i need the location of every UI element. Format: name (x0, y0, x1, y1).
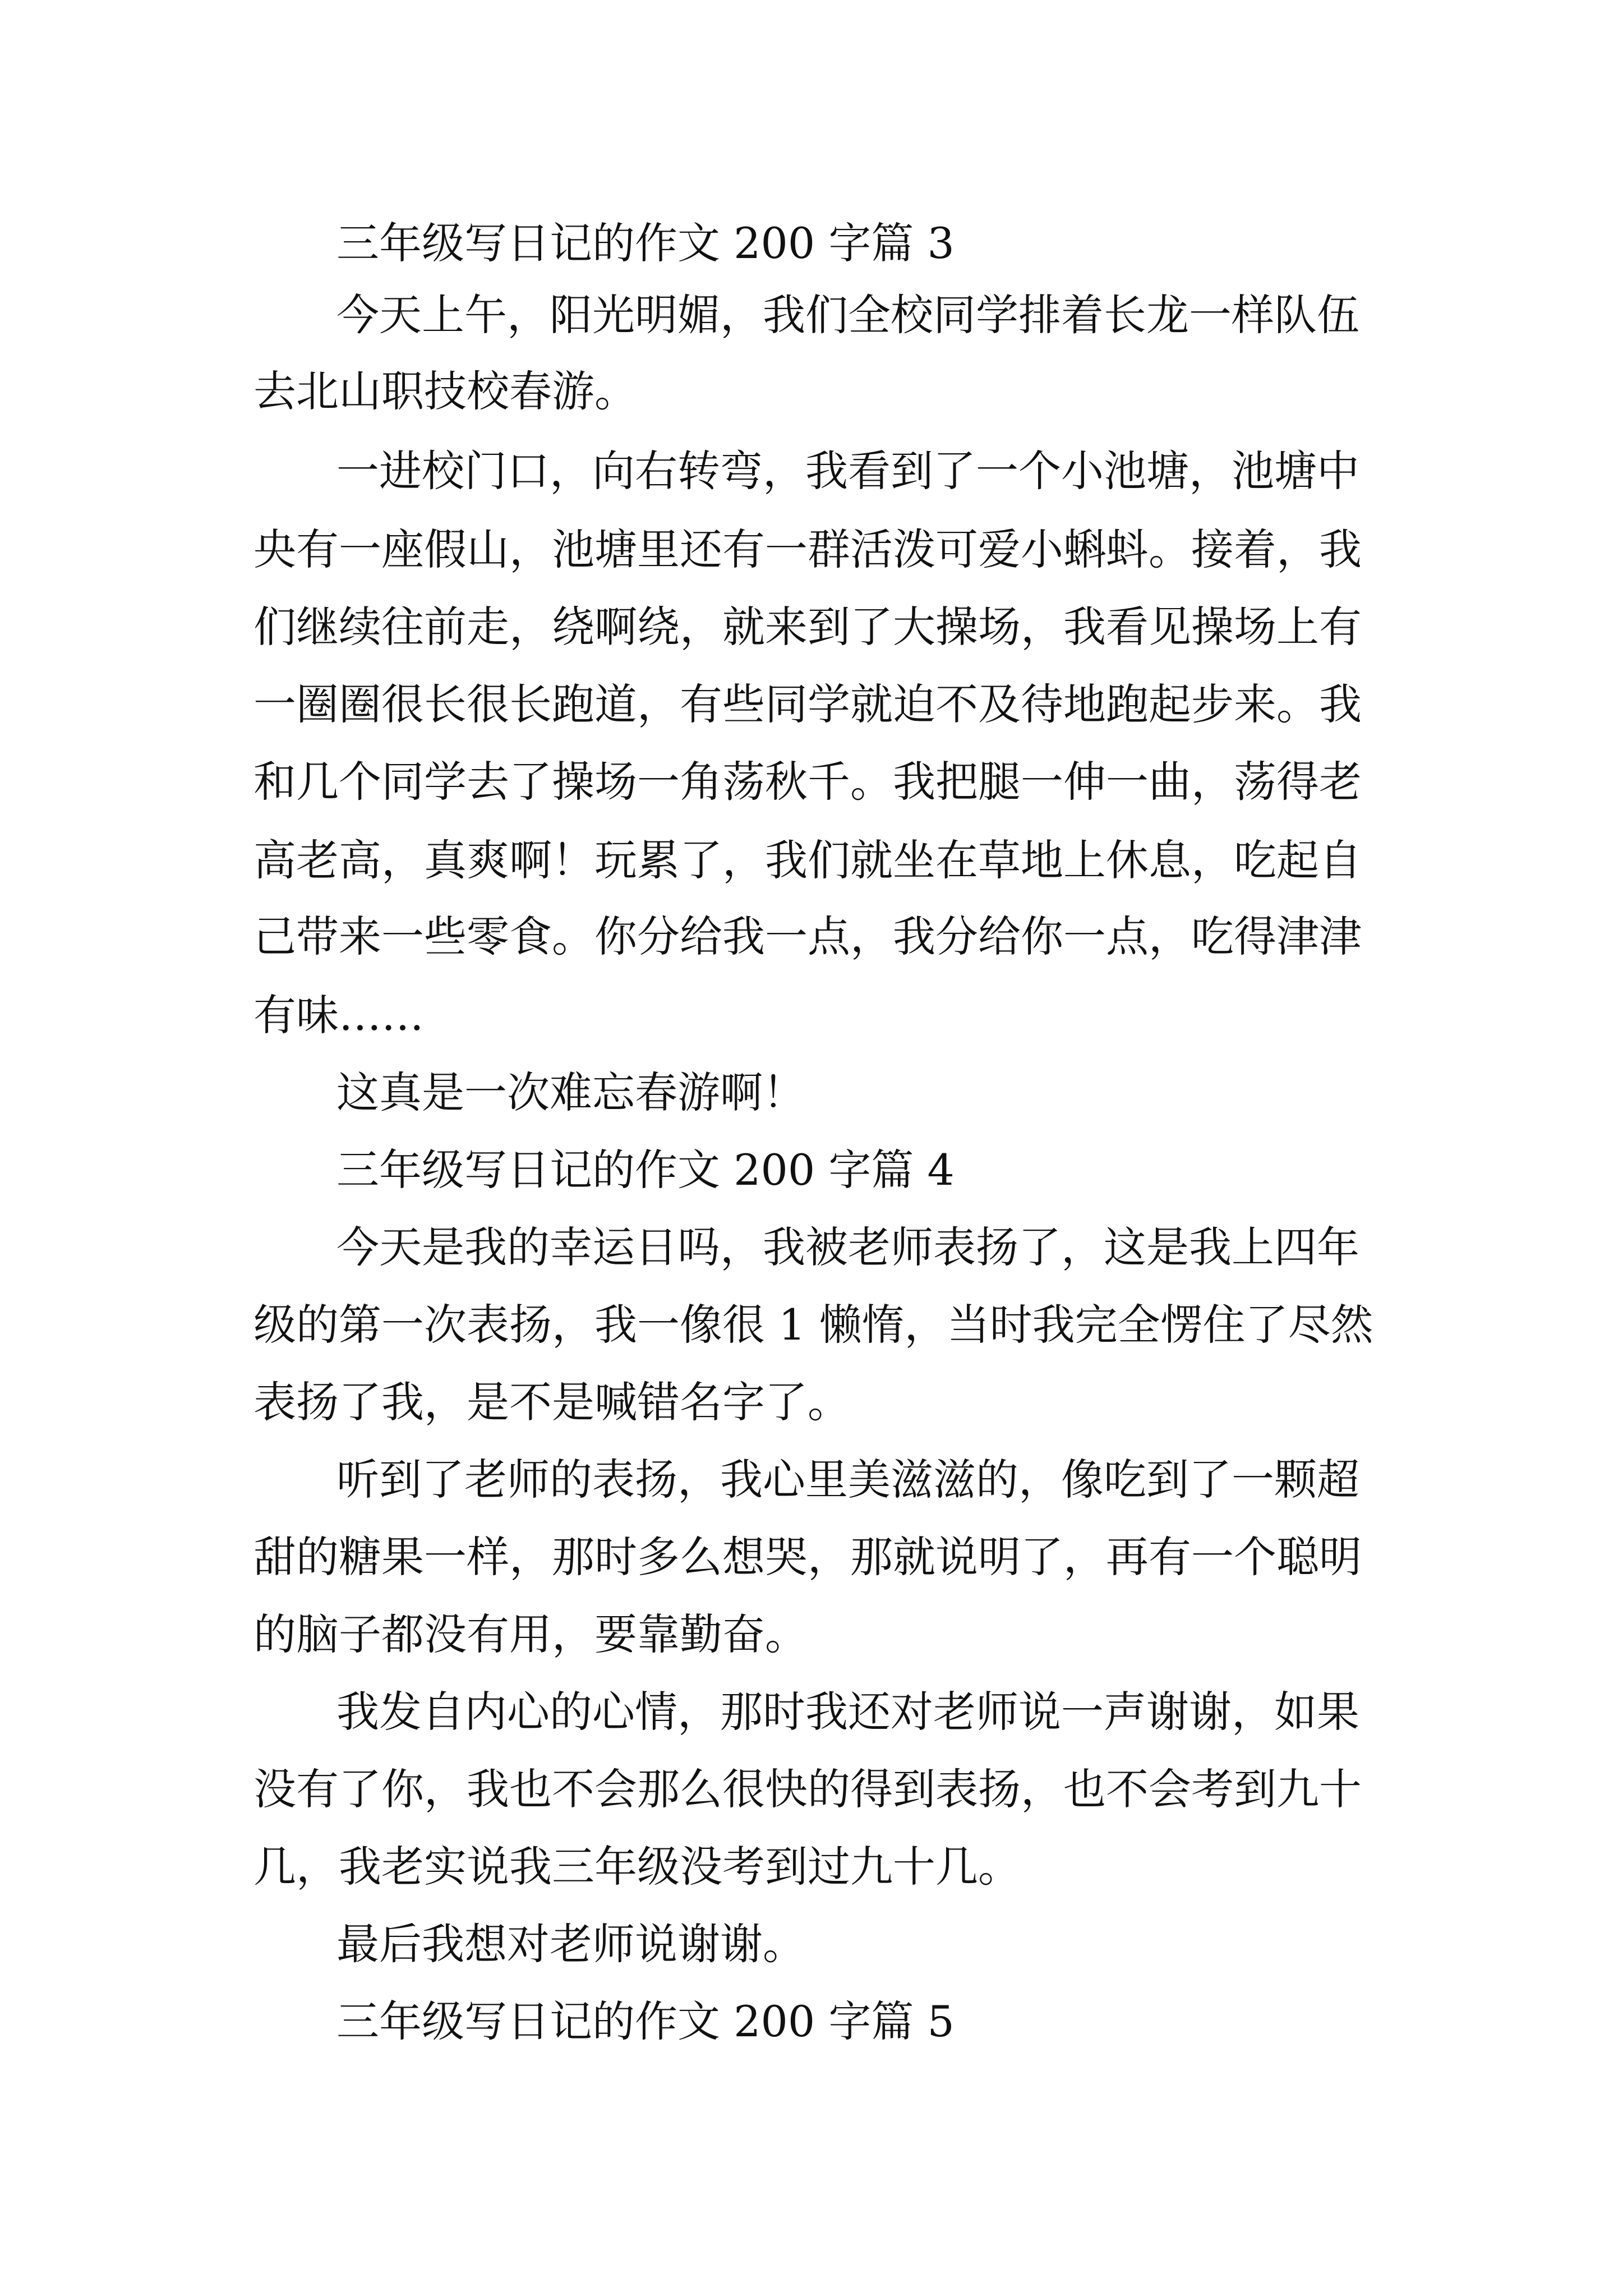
paragraph-line: 高老高，真爽啊！玩累了，我们就坐在草地上休息，吃起自 (253, 835, 1362, 885)
paragraph-line: 这真是一次难忘春游啊！ (336, 1068, 805, 1117)
heading-essay-4: 三年级写日记的作文 200 字篇 4 (336, 1145, 955, 1195)
paragraph-line: 们继续往前走，绕啊绕，就来到了大操场，我看见操场上有 (253, 602, 1362, 652)
paragraph-line: 没有了你，我也不会那么很快的得到表扬，也不会考到九十 (253, 1764, 1362, 1814)
paragraph-line: 一圈圈很长很长跑道，有些同学就迫不及待地跑起步来。我 (253, 679, 1362, 729)
paragraph-line: 表扬了我，是不是喊错名字了。 (253, 1377, 850, 1427)
paragraph-line: 今天是我的幸运日吗，我被老师表扬了，这是我上四年 (336, 1222, 1359, 1272)
paragraph-line: 去北山职技校春游。 (253, 366, 637, 416)
paragraph-line: 有味…… (253, 990, 424, 1040)
heading-essay-5: 三年级写日记的作文 200 字篇 5 (336, 1996, 955, 2046)
paragraph-line: 我发自内心的心情，那时我还对老师说一声谢谢，如果 (336, 1687, 1359, 1737)
paragraph-line: 今天上午，阳光明媚，我们全校同学排着长龙一样队伍 (336, 290, 1359, 340)
paragraph-line: 己带来一些零食。你分给我一点，我分给你一点，吃得津津 (253, 912, 1362, 961)
paragraph-line: 甜的糖果一样，那时多么想哭，那就说明了，再有一个聪明 (253, 1532, 1362, 1582)
paragraph-line: 级的第一次表扬，我一像很 1 懒惰，当时我完全愣住了尽然 (253, 1300, 1373, 1350)
paragraph-line: 听到了老师的表扬，我心里美滋滋的，像吃到了一颗超 (336, 1455, 1359, 1504)
paragraph-line: 央有一座假山，池塘里还有一群活泼可爱小蝌蚪。接着，我 (253, 524, 1362, 574)
paragraph-line: 最后我想对老师说谢谢。 (336, 1919, 805, 1969)
heading-essay-3: 三年级写日记的作文 200 字篇 3 (336, 218, 955, 268)
paragraph-line: 几，我老实说我三年级没考到过九十几。 (253, 1842, 1021, 1892)
paragraph-line: 一进校门口，向右转弯，我看到了一个小池塘，池塘中 (336, 446, 1359, 496)
paragraph-line: 的脑子都没有用，要靠勤奋。 (253, 1609, 808, 1659)
paragraph-line: 和几个同学去了操场一角荡秋千。我把腿一伸一曲，荡得老 (253, 757, 1362, 807)
